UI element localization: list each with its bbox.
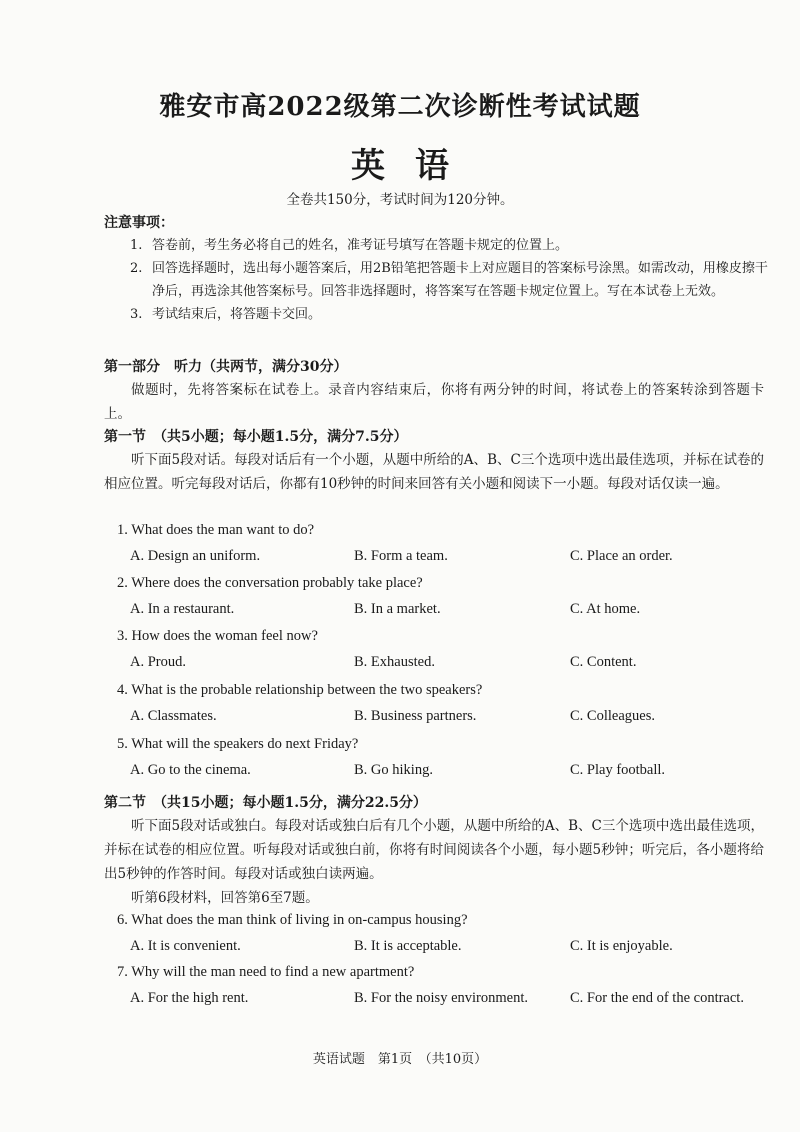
option-b: B. For the noisy environment. <box>354 990 528 1006</box>
option-a: A. It is convenient. <box>130 938 241 954</box>
section1-instruction: 听下面5段对话。每段对话后有一个小题，从题中所给的A、B、C三个选项中选出最佳选项，并标在试卷的相应位置。听完每段对话后，你都有10秒钟的时间来回答有关小题和阅读下一小题。每段对话仅读一遍。 <box>104 452 764 492</box>
notice-text: 回答选择题时，选出每小题答案后，用2B铅笔把答题卡上对应题目的答案标号涂黑。如需改动，用橡皮擦干净后，再选涂其他答案标号。回答非选择题时，将答案写在答题卡规定位置上。写在本试卷上无效。 <box>152 261 768 299</box>
option-a: A. In a restaurant. <box>130 601 235 617</box>
option-c: C. It is enjoyable. <box>570 938 673 954</box>
option-a: A. Proud. <box>130 654 186 670</box>
option-c: C. Place an order. <box>570 548 673 564</box>
question-1: 1. What does the man want to do? <box>117 522 315 538</box>
question-3: 3. How does the woman feel now? <box>117 628 318 644</box>
part1-instruction: 做题时，先将答案标在试卷上。录音内容结束后，你将有两分钟的时间，将试卷上的答案转涂到答题卡上。 <box>104 382 764 422</box>
section2-material: 听第6段材料，回答第6至7题。 <box>131 890 319 906</box>
part1-heading: 第一部分 听力（共两节，满分30分） <box>104 359 348 375</box>
notice-text: 考试结束后，将答题卡交回。 <box>152 307 322 322</box>
option-a: A. Classmates. <box>130 708 217 724</box>
option-a: A. Go to the cinema. <box>130 762 251 778</box>
question-6: 6. What does the man think of living in on-campus housing? <box>117 912 468 928</box>
notice-text: 答卷前，考生务必将自己的姓名，准考证号填写在答题卡规定的位置上。 <box>152 238 569 253</box>
options-7 <box>130 990 780 1010</box>
question-5: 5. What will the speakers do next Friday? <box>117 736 359 752</box>
option-b: B. Exhausted. <box>354 654 435 670</box>
options-5 <box>130 762 780 782</box>
section2-heading: 第二节 （共15小题；每小题1.5分，满分22.5分） <box>104 795 427 811</box>
exam-info: 全卷共150分，考试时间为120分钟。 <box>286 192 514 208</box>
question-2: 2. Where does the conversation probably take place? <box>117 575 423 591</box>
question-4: 4. What is the probable relationship between the two speakers? <box>117 682 483 698</box>
section2-instruction: 听下面5段对话或独白。每段对话或独白后有几个小题，从题中所给的A、B、C三个选项中选出最佳选项，并标在试卷的相应位置。听每段对话或独白前，你将有时间阅读各个小题，每小题5秒钟；听完后，各小题将给出5秒钟的作答时间。每段对话或独白读两遍。 <box>104 818 764 882</box>
option-a: A. Design an uniform. <box>130 548 261 564</box>
option-c: C. Colleagues. <box>570 708 655 724</box>
page-footer: 英语试题 第1页 （共10页） <box>312 1052 488 1067</box>
exam-title: 雅安市高2022级第二次诊断性考试试题 <box>159 92 641 122</box>
option-c: C. Content. <box>570 654 637 670</box>
option-c: C. Play football. <box>570 762 666 778</box>
options-3 <box>130 654 780 674</box>
option-b: B. Business partners. <box>354 708 477 724</box>
notice-item <box>130 234 770 257</box>
notice-number: 2. <box>130 261 143 276</box>
notice-item <box>130 303 770 326</box>
option-b: B. In a market. <box>354 601 441 617</box>
notice-number: 3. <box>130 307 143 322</box>
notice-number: 1. <box>130 238 143 253</box>
options-1 <box>130 548 780 568</box>
option-c: C. For the end of the contract. <box>570 990 744 1006</box>
option-b: B. It is acceptable. <box>354 938 462 954</box>
notice-item <box>130 257 770 303</box>
option-a: A. For the high rent. <box>130 990 249 1006</box>
option-b: B. Form a team. <box>354 548 448 564</box>
options-4 <box>130 708 780 728</box>
question-7: 7. Why will the man need to find a new apartment? <box>117 964 415 980</box>
option-b: B. Go hiking. <box>354 762 433 778</box>
subject-title: 英语 <box>351 146 479 186</box>
options-6 <box>130 938 780 958</box>
options-2 <box>130 601 780 621</box>
notice-list <box>130 234 770 326</box>
section1-heading: 第一节 （共5小题；每小题1.5分，满分7.5分） <box>104 429 408 445</box>
option-c: C. At home. <box>570 601 641 617</box>
notice-title: 注意事项： <box>104 215 174 231</box>
